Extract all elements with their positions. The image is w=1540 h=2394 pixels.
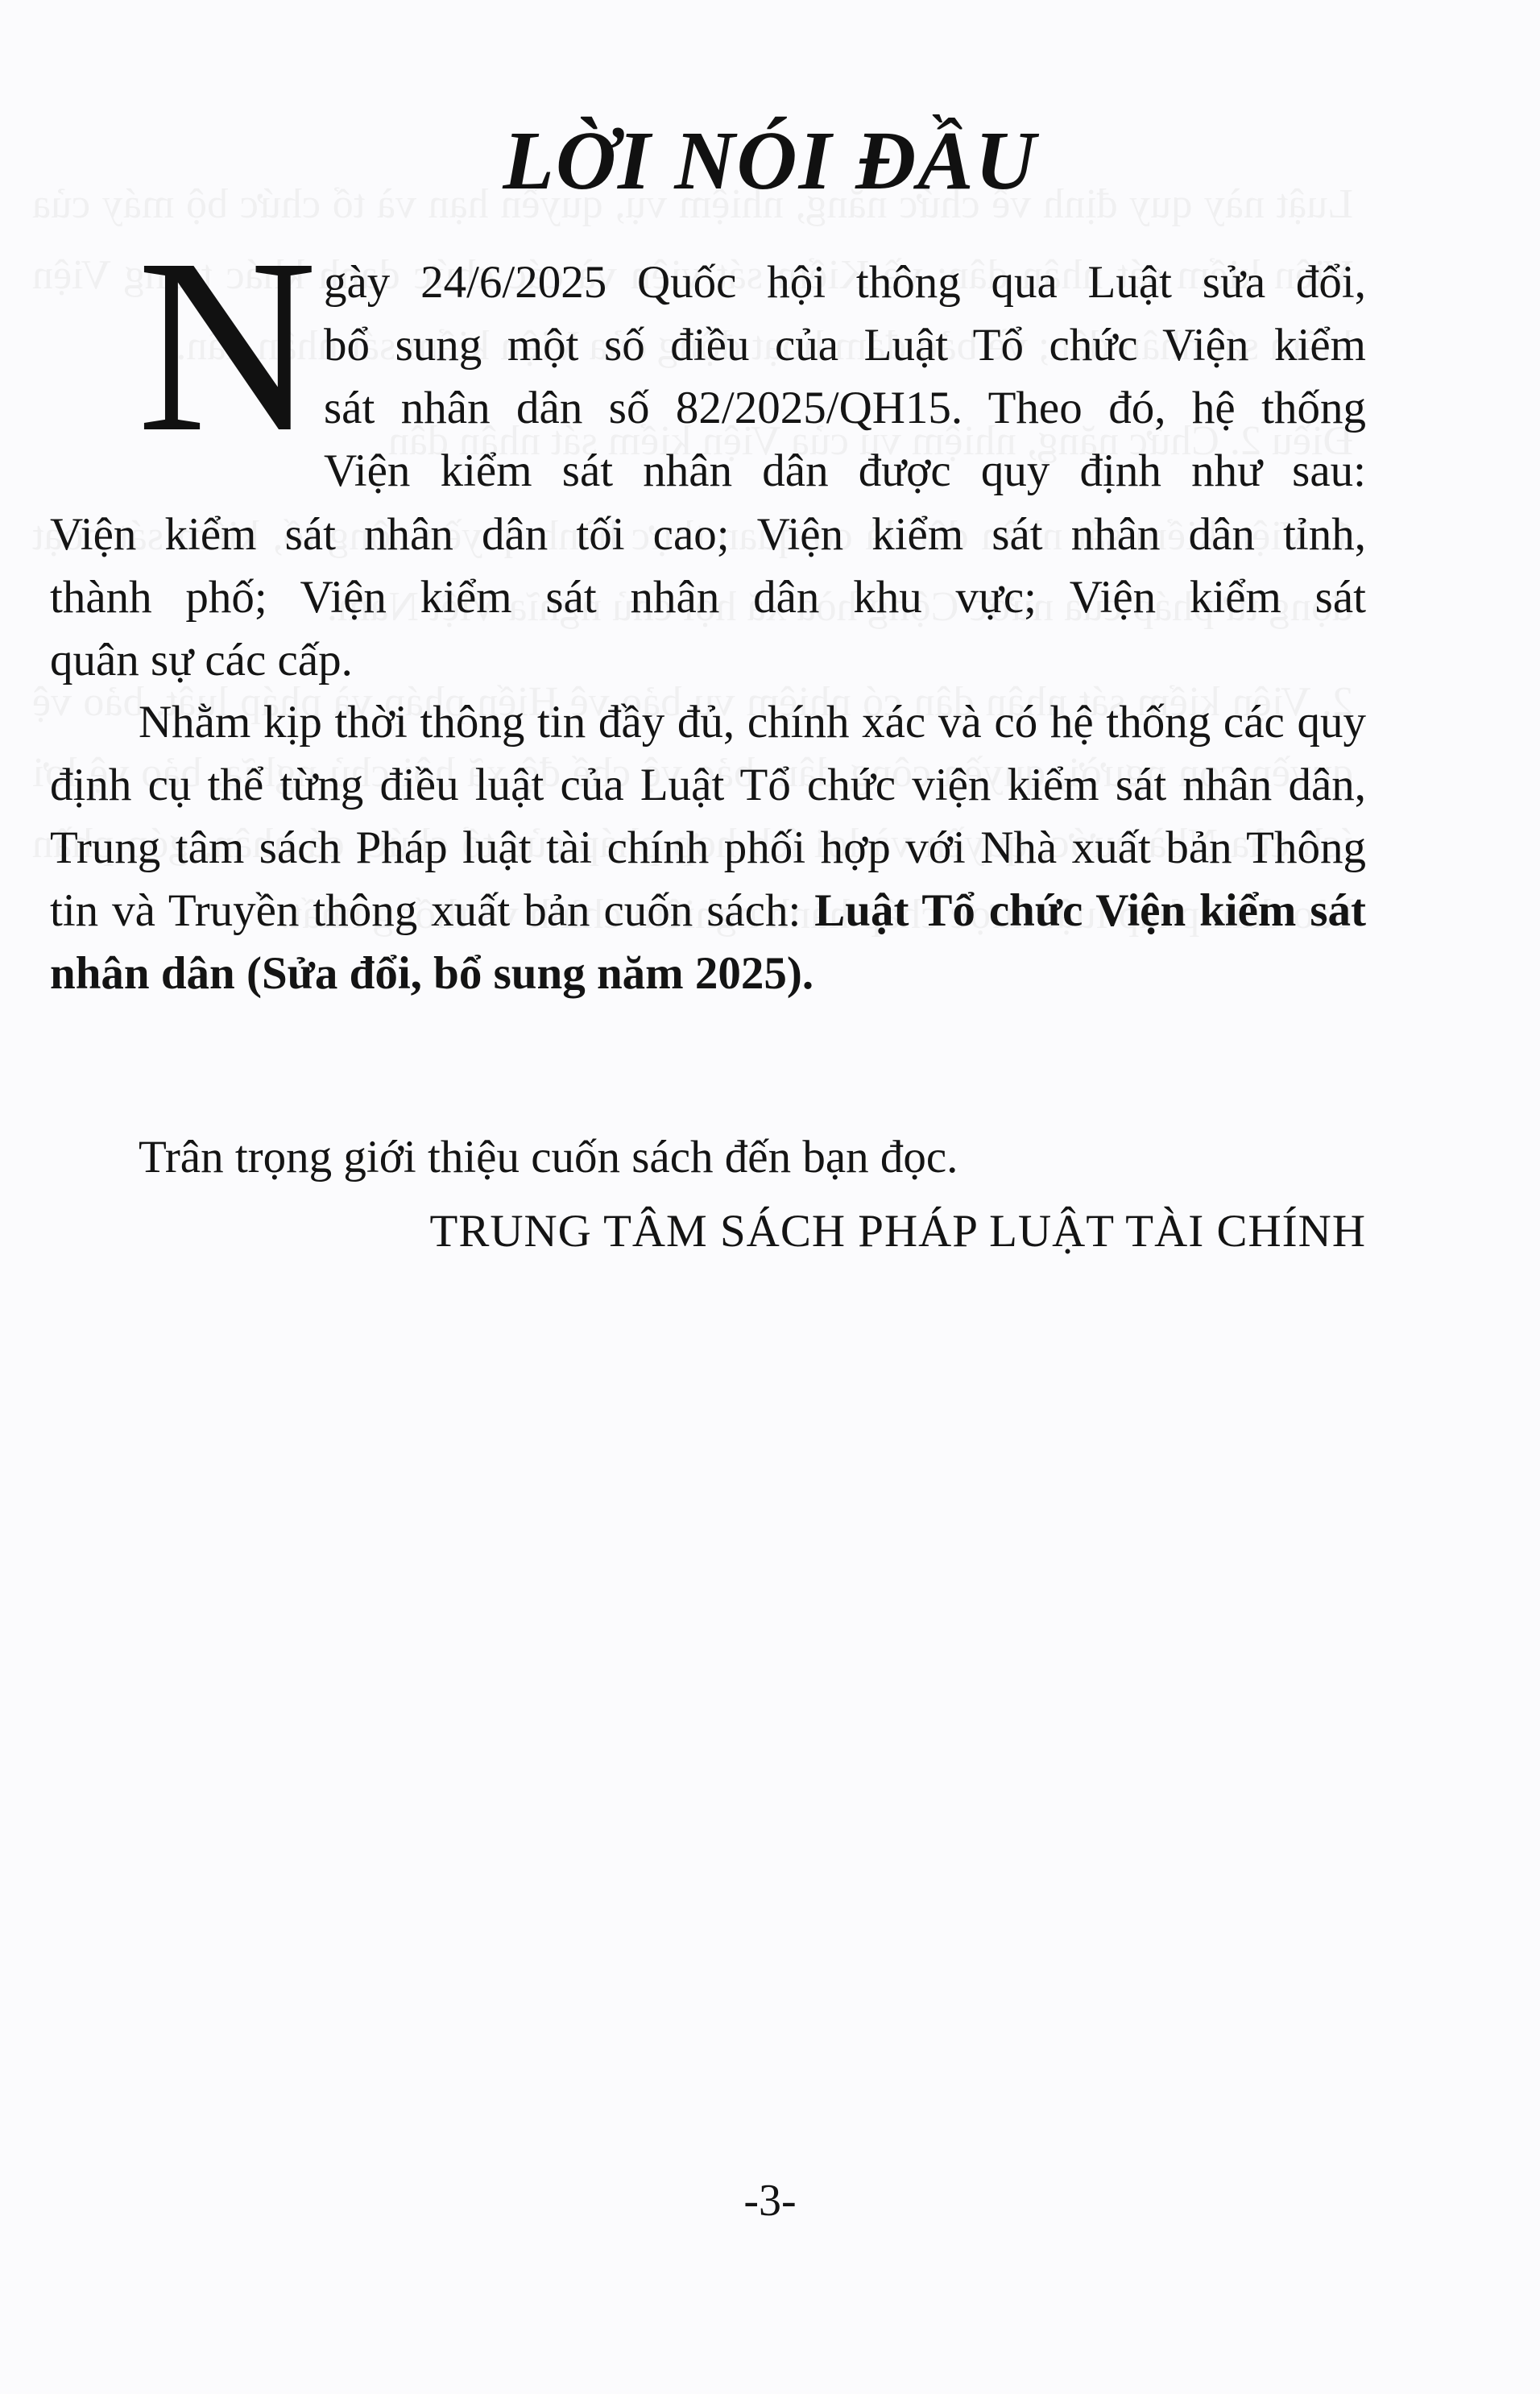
paragraph-3: Trân trọng giới thiệu cuốn sách đến bạn đọc. bbox=[139, 1132, 958, 1183]
text-line: bổ sung một số điều của Luật Tổ chức Viện kiểm bbox=[324, 320, 1366, 371]
text-line: thành phố; Viện kiểm sát nhân dân khu vực; Viện kiểm sát bbox=[50, 572, 1366, 623]
paragraph-1-continuation bbox=[50, 503, 1366, 692]
text-line: Viện kiểm sát nhân dân được quy định như sau: bbox=[324, 445, 1366, 496]
text-line: sát nhân dân số 82/2025/QH15. Theo đó, hệ thống bbox=[324, 383, 1366, 433]
paragraph-2-text: Nhằm kịp thời thông tin đầy đủ, chính xác và có hệ thống các quy định cụ thể từng điều luật của Luật Tổ chức viện kiểm sát nhân dân, Trung tâm sách Pháp luật tài chính phối hợp với Nhà xuất bản Thông tin và Truyền thông xuất bản cuốn sách: bbox=[50, 697, 1366, 936]
text-line: Viện kiểm sát nhân dân tối cao; Viện kiểm sát nhân dân tỉnh, bbox=[50, 509, 1366, 560]
text-line: gày 24/6/2025 Quốc hội thông qua Luật sửa đổi, bbox=[324, 257, 1366, 308]
publisher-signature: TRUNG TÂM SÁCH PHÁP LUẬT TÀI CHÍNH bbox=[429, 1206, 1366, 1257]
paragraph-1-opening bbox=[324, 251, 1366, 503]
book-title: Luật Tổ chức Viện kiểm sát nhân dân (Sửa đổi, bổ sung năm 2025). bbox=[50, 885, 1367, 999]
text-line: quân sự các cấp. bbox=[50, 635, 353, 685]
paragraph-2 bbox=[50, 691, 1366, 1005]
drop-cap: N bbox=[137, 208, 317, 484]
page-number: -3- bbox=[743, 2176, 797, 2226]
page-title: LỜI NÓI ĐẦU bbox=[503, 114, 1037, 207]
